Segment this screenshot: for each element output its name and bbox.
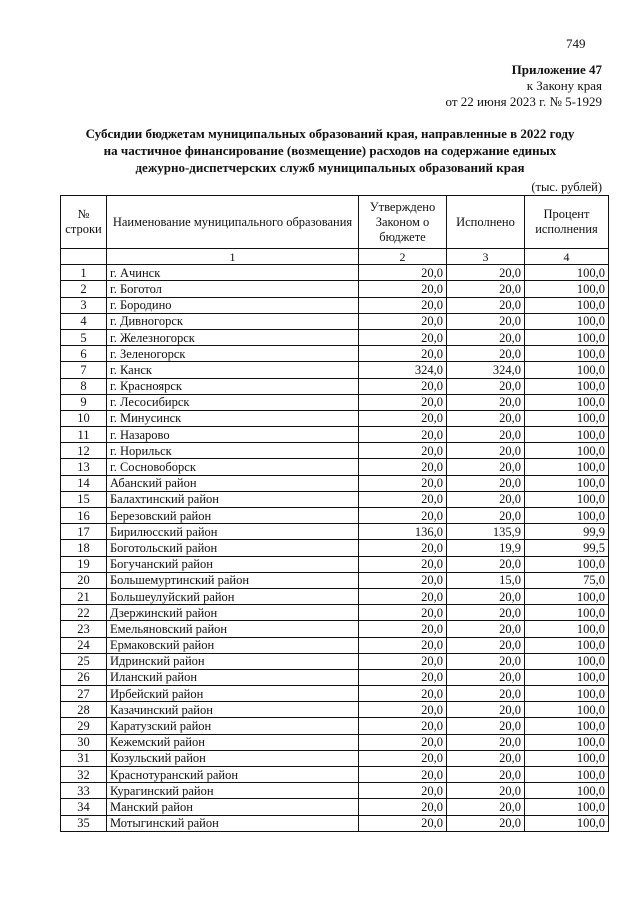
percent-cell: 100,0 xyxy=(525,734,609,750)
executed-cell: 20,0 xyxy=(447,443,525,459)
municipality-cell: г. Норильск xyxy=(107,443,359,459)
row-number-cell: 34 xyxy=(61,799,107,815)
row-number-cell: 13 xyxy=(61,459,107,475)
municipality-cell: Березовский район xyxy=(107,508,359,524)
table-body xyxy=(61,249,609,832)
column-number: 2 xyxy=(359,249,447,265)
executed-cell: 20,0 xyxy=(447,637,525,653)
approved-cell: 136,0 xyxy=(359,524,447,540)
row-number-cell: 22 xyxy=(61,605,107,621)
percent-cell: 100,0 xyxy=(525,475,609,491)
row-number-cell: 28 xyxy=(61,702,107,718)
percent-cell: 100,0 xyxy=(525,637,609,653)
percent-cell: 100,0 xyxy=(525,750,609,766)
municipality-cell: г. Канск xyxy=(107,362,359,378)
row-number-cell: 7 xyxy=(61,362,107,378)
percent-cell: 100,0 xyxy=(525,459,609,475)
approved-cell: 324,0 xyxy=(359,362,447,378)
table-row xyxy=(61,783,609,799)
municipality-cell: Манский район xyxy=(107,799,359,815)
column-number-row xyxy=(61,249,609,265)
executed-cell: 19,9 xyxy=(447,540,525,556)
percent-cell: 100,0 xyxy=(525,313,609,329)
table-row xyxy=(61,750,609,766)
row-number-cell: 14 xyxy=(61,475,107,491)
row-number-cell: 32 xyxy=(61,767,107,783)
row-number-cell: 33 xyxy=(61,783,107,799)
municipality-cell: Боготольский район xyxy=(107,540,359,556)
approved-cell: 20,0 xyxy=(359,410,447,426)
row-number-cell: 3 xyxy=(61,297,107,313)
executed-cell: 20,0 xyxy=(447,799,525,815)
executed-cell: 135,9 xyxy=(447,524,525,540)
table-row xyxy=(61,734,609,750)
approved-cell: 20,0 xyxy=(359,799,447,815)
table-row xyxy=(61,799,609,815)
appendix-title: Приложение 47 xyxy=(511,62,602,77)
row-number-cell: 27 xyxy=(61,686,107,702)
row-number-cell: 29 xyxy=(61,718,107,734)
table-row xyxy=(61,378,609,394)
municipality-cell: Балахтинский район xyxy=(107,491,359,507)
table-row xyxy=(61,297,609,313)
percent-cell: 100,0 xyxy=(525,378,609,394)
municipality-cell: Мотыгинский район xyxy=(107,815,359,831)
executed-cell: 20,0 xyxy=(447,669,525,685)
approved-cell: 20,0 xyxy=(359,556,447,572)
row-number-cell: 20 xyxy=(61,572,107,588)
approved-cell: 20,0 xyxy=(359,653,447,669)
percent-cell: 100,0 xyxy=(525,815,609,831)
document-title xyxy=(60,125,600,176)
table-row xyxy=(61,346,609,362)
executed-cell: 20,0 xyxy=(447,588,525,604)
approved-cell: 20,0 xyxy=(359,508,447,524)
approved-cell: 20,0 xyxy=(359,734,447,750)
table-row xyxy=(61,475,609,491)
row-number-cell: 21 xyxy=(61,588,107,604)
percent-cell: 100,0 xyxy=(525,783,609,799)
municipality-cell: Большеулуйский район xyxy=(107,588,359,604)
page-number: 749 xyxy=(566,36,586,51)
units-label: (тыс. рублей) xyxy=(531,180,602,194)
executed-cell: 20,0 xyxy=(447,508,525,524)
table-row xyxy=(61,313,609,329)
executed-cell: 20,0 xyxy=(447,621,525,637)
table-row xyxy=(61,686,609,702)
row-number-cell: 10 xyxy=(61,410,107,426)
percent-cell: 100,0 xyxy=(525,297,609,313)
row-number-cell: 19 xyxy=(61,556,107,572)
approved-cell: 20,0 xyxy=(359,475,447,491)
executed-cell: 20,0 xyxy=(447,394,525,410)
executed-cell: 20,0 xyxy=(447,605,525,621)
table-row xyxy=(61,394,609,410)
table-row xyxy=(61,637,609,653)
approved-cell: 20,0 xyxy=(359,783,447,799)
executed-cell: 20,0 xyxy=(447,718,525,734)
row-number-cell: 17 xyxy=(61,524,107,540)
percent-cell: 100,0 xyxy=(525,556,609,572)
percent-cell: 100,0 xyxy=(525,443,609,459)
municipality-cell: Казачинский район xyxy=(107,702,359,718)
municipality-cell: Курагинский район xyxy=(107,783,359,799)
percent-cell: 100,0 xyxy=(525,281,609,297)
executed-cell: 20,0 xyxy=(447,313,525,329)
executed-cell: 20,0 xyxy=(447,378,525,394)
appendix-law: к Закону края xyxy=(526,78,602,93)
table-row xyxy=(61,767,609,783)
executed-cell: 20,0 xyxy=(447,815,525,831)
approved-cell: 20,0 xyxy=(359,669,447,685)
approved-cell: 20,0 xyxy=(359,427,447,443)
municipality-cell: г. Бородино xyxy=(107,297,359,313)
municipality-cell: г. Назарово xyxy=(107,427,359,443)
municipality-cell: г. Железногорск xyxy=(107,329,359,345)
appendix-date: от 22 июня 2023 г. № 5-1929 xyxy=(445,94,602,109)
table-row xyxy=(61,329,609,345)
municipality-cell: Дзержинский район xyxy=(107,605,359,621)
approved-cell: 20,0 xyxy=(359,621,447,637)
municipality-cell: Козульский район xyxy=(107,750,359,766)
title-line-3: дежурно-диспетчерских служб муниципальных образований края xyxy=(135,160,525,175)
approved-cell: 20,0 xyxy=(359,588,447,604)
approved-cell: 20,0 xyxy=(359,265,447,281)
executed-cell: 20,0 xyxy=(447,556,525,572)
executed-cell: 20,0 xyxy=(447,346,525,362)
executed-cell: 20,0 xyxy=(447,297,525,313)
percent-cell: 100,0 xyxy=(525,265,609,281)
approved-cell: 20,0 xyxy=(359,540,447,556)
approved-cell: 20,0 xyxy=(359,491,447,507)
approved-cell: 20,0 xyxy=(359,572,447,588)
executed-cell: 20,0 xyxy=(447,459,525,475)
percent-cell: 100,0 xyxy=(525,702,609,718)
table-row xyxy=(61,265,609,281)
table-row xyxy=(61,459,609,475)
column-number-empty xyxy=(61,249,107,265)
title-line-2: на частичное финансирование (возмещение) расходов на содержание единых xyxy=(103,143,557,158)
approved-cell: 20,0 xyxy=(359,313,447,329)
row-number-cell: 6 xyxy=(61,346,107,362)
table-row xyxy=(61,718,609,734)
row-number-cell: 31 xyxy=(61,750,107,766)
municipality-cell: Краснотуранский район xyxy=(107,767,359,783)
header-row-number: № строки xyxy=(61,196,107,249)
table-row xyxy=(61,524,609,540)
approved-cell: 20,0 xyxy=(359,767,447,783)
municipality-cell: Ирбейский район xyxy=(107,686,359,702)
row-number-cell: 18 xyxy=(61,540,107,556)
title-line-1: Субсидии бюджетам муниципальных образований края, направленные в 2022 году xyxy=(85,126,575,141)
municipality-cell: г. Боготол xyxy=(107,281,359,297)
column-number: 3 xyxy=(447,249,525,265)
executed-cell: 20,0 xyxy=(447,410,525,426)
approved-cell: 20,0 xyxy=(359,281,447,297)
header-municipality: Наименование муниципального образования xyxy=(107,196,359,249)
executed-cell: 20,0 xyxy=(447,475,525,491)
municipality-cell: Кежемский район xyxy=(107,734,359,750)
executed-cell: 20,0 xyxy=(447,281,525,297)
approved-cell: 20,0 xyxy=(359,815,447,831)
executed-cell: 15,0 xyxy=(447,572,525,588)
percent-cell: 100,0 xyxy=(525,799,609,815)
percent-cell: 100,0 xyxy=(525,686,609,702)
row-number-cell: 25 xyxy=(61,653,107,669)
row-number-cell: 9 xyxy=(61,394,107,410)
row-number-cell: 35 xyxy=(61,815,107,831)
approved-cell: 20,0 xyxy=(359,459,447,475)
table-row xyxy=(61,443,609,459)
row-number-cell: 4 xyxy=(61,313,107,329)
row-number-cell: 24 xyxy=(61,637,107,653)
header-approved: Утверждено Законом о бюджете xyxy=(359,196,447,249)
appendix-block xyxy=(446,62,602,110)
row-number-cell: 26 xyxy=(61,669,107,685)
table-row xyxy=(61,508,609,524)
percent-cell: 100,0 xyxy=(525,718,609,734)
municipality-cell: г. Лесосибирск xyxy=(107,394,359,410)
municipality-cell: Бирилюсский район xyxy=(107,524,359,540)
approved-cell: 20,0 xyxy=(359,605,447,621)
table-row xyxy=(61,621,609,637)
table-row xyxy=(61,669,609,685)
table-row xyxy=(61,653,609,669)
executed-cell: 20,0 xyxy=(447,427,525,443)
subsidies-table xyxy=(60,195,609,832)
executed-cell: 20,0 xyxy=(447,329,525,345)
table-row xyxy=(61,362,609,378)
executed-cell: 20,0 xyxy=(447,491,525,507)
percent-cell: 99,9 xyxy=(525,524,609,540)
municipality-cell: г. Минусинск xyxy=(107,410,359,426)
percent-cell: 100,0 xyxy=(525,508,609,524)
approved-cell: 20,0 xyxy=(359,686,447,702)
column-number: 1 xyxy=(107,249,359,265)
percent-cell: 100,0 xyxy=(525,329,609,345)
municipality-cell: Богучанский район xyxy=(107,556,359,572)
approved-cell: 20,0 xyxy=(359,378,447,394)
column-number: 4 xyxy=(525,249,609,265)
municipality-cell: Абанский район xyxy=(107,475,359,491)
table-row xyxy=(61,572,609,588)
executed-cell: 20,0 xyxy=(447,265,525,281)
percent-cell: 100,0 xyxy=(525,653,609,669)
approved-cell: 20,0 xyxy=(359,637,447,653)
percent-cell: 100,0 xyxy=(525,491,609,507)
table-row xyxy=(61,540,609,556)
executed-cell: 20,0 xyxy=(447,783,525,799)
executed-cell: 20,0 xyxy=(447,750,525,766)
header-executed: Исполнено xyxy=(447,196,525,249)
table-header-row xyxy=(61,196,609,249)
municipality-cell: г. Зеленогорск xyxy=(107,346,359,362)
percent-cell: 99,5 xyxy=(525,540,609,556)
table-row xyxy=(61,491,609,507)
percent-cell: 100,0 xyxy=(525,427,609,443)
row-number-cell: 8 xyxy=(61,378,107,394)
municipality-cell: Ермаковский район xyxy=(107,637,359,653)
row-number-cell: 1 xyxy=(61,265,107,281)
table-row xyxy=(61,815,609,831)
percent-cell: 100,0 xyxy=(525,394,609,410)
municipality-cell: г. Дивногорск xyxy=(107,313,359,329)
table-row xyxy=(61,427,609,443)
municipality-cell: Идринский район xyxy=(107,653,359,669)
row-number-cell: 2 xyxy=(61,281,107,297)
executed-cell: 20,0 xyxy=(447,653,525,669)
percent-cell: 100,0 xyxy=(525,346,609,362)
row-number-cell: 23 xyxy=(61,621,107,637)
municipality-cell: Большемуртинский район xyxy=(107,572,359,588)
approved-cell: 20,0 xyxy=(359,346,447,362)
percent-cell: 100,0 xyxy=(525,621,609,637)
table-row xyxy=(61,556,609,572)
approved-cell: 20,0 xyxy=(359,702,447,718)
row-number-cell: 15 xyxy=(61,491,107,507)
executed-cell: 20,0 xyxy=(447,702,525,718)
table-row xyxy=(61,410,609,426)
percent-cell: 100,0 xyxy=(525,605,609,621)
table-row xyxy=(61,281,609,297)
municipality-cell: г. Красноярск xyxy=(107,378,359,394)
municipality-cell: г. Ачинск xyxy=(107,265,359,281)
table-row xyxy=(61,605,609,621)
percent-cell: 100,0 xyxy=(525,410,609,426)
approved-cell: 20,0 xyxy=(359,750,447,766)
municipality-cell: Иланский район xyxy=(107,669,359,685)
approved-cell: 20,0 xyxy=(359,297,447,313)
percent-cell: 100,0 xyxy=(525,669,609,685)
header-percent: Процент исполнения xyxy=(525,196,609,249)
executed-cell: 20,0 xyxy=(447,734,525,750)
table-row xyxy=(61,588,609,604)
table-row xyxy=(61,702,609,718)
row-number-cell: 11 xyxy=(61,427,107,443)
municipality-cell: Емельяновский район xyxy=(107,621,359,637)
approved-cell: 20,0 xyxy=(359,329,447,345)
row-number-cell: 30 xyxy=(61,734,107,750)
row-number-cell: 12 xyxy=(61,443,107,459)
row-number-cell: 16 xyxy=(61,508,107,524)
executed-cell: 20,0 xyxy=(447,767,525,783)
percent-cell: 100,0 xyxy=(525,362,609,378)
approved-cell: 20,0 xyxy=(359,443,447,459)
row-number-cell: 5 xyxy=(61,329,107,345)
executed-cell: 20,0 xyxy=(447,686,525,702)
percent-cell: 100,0 xyxy=(525,767,609,783)
percent-cell: 100,0 xyxy=(525,588,609,604)
approved-cell: 20,0 xyxy=(359,718,447,734)
municipality-cell: Каратузский район xyxy=(107,718,359,734)
approved-cell: 20,0 xyxy=(359,394,447,410)
percent-cell: 75,0 xyxy=(525,572,609,588)
municipality-cell: г. Сосновоборск xyxy=(107,459,359,475)
executed-cell: 324,0 xyxy=(447,362,525,378)
